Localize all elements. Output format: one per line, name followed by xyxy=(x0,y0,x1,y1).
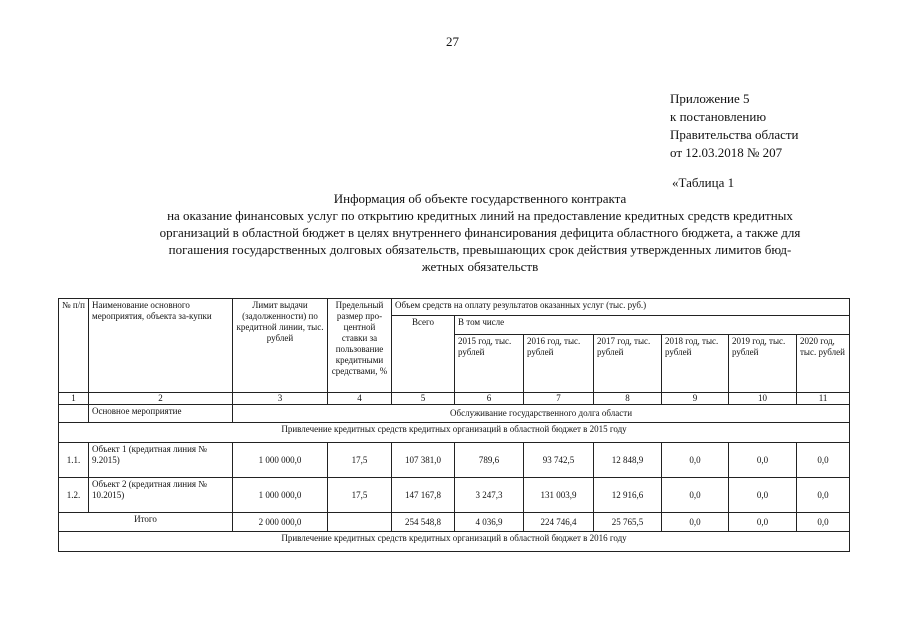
row-total: 147 167,8 xyxy=(392,478,455,513)
document-title xyxy=(60,190,900,275)
row-2018: 0,0 xyxy=(662,443,729,478)
subtotal-2017: 25 765,5 xyxy=(594,513,662,532)
table-label: «Таблица 1 xyxy=(672,175,735,190)
title-line: жетных обязательств xyxy=(421,259,539,274)
subtotal-total: 254 548,8 xyxy=(392,513,455,532)
subtotal-2019: 0,0 xyxy=(729,513,797,532)
page-number: 27 xyxy=(446,34,459,49)
appendix-line: Приложение 5 xyxy=(670,91,750,106)
contract-info-table xyxy=(58,298,850,552)
col-number: 10 xyxy=(729,393,797,405)
col-number: 9 xyxy=(662,393,729,405)
row-2015: 3 247,3 xyxy=(455,478,524,513)
row-2018: 0,0 xyxy=(662,478,729,513)
appendix-line: Правительства области xyxy=(670,127,799,142)
subtotal-2018: 0,0 xyxy=(662,513,729,532)
header-name: Наименование основного мероприятия, объекта за-купки xyxy=(89,299,233,393)
row-limit: 1 000 000,0 xyxy=(233,478,328,513)
section-title: Привлечение кредитных средств кредитных организаций в областной бюджет в 2015 году xyxy=(59,423,850,443)
appendix-line: от 12.03.2018 № 207 xyxy=(670,145,783,160)
col-number: 7 xyxy=(524,393,594,405)
header-total: Всего xyxy=(392,316,455,393)
header-2016: 2016 год, тыс. рублей xyxy=(524,335,594,393)
title-line: Информация об объекте государственного контракта xyxy=(333,191,627,206)
row-2019: 0,0 xyxy=(729,443,797,478)
row-2019: 0,0 xyxy=(729,478,797,513)
row-2020: 0,0 xyxy=(797,443,850,478)
section-title: Привлечение кредитных средств кредитных организаций в областной бюджет в 2016 году xyxy=(59,532,850,552)
col-number: 1 xyxy=(59,393,89,405)
row-2017: 12 848,9 xyxy=(594,443,662,478)
row-2015: 789,6 xyxy=(455,443,524,478)
subtotal-limit: 2 000 000,0 xyxy=(233,513,328,532)
section-row-2015 xyxy=(59,423,850,443)
title-line: организаций в областной бюджет в целях внутреннего финансирования дефицита областного бюджета, а также для xyxy=(159,225,801,240)
header-rate: Предельный размер про-центной ставки за пользование кредитными средствами, % xyxy=(328,299,392,393)
row-rate: 17,5 xyxy=(328,443,392,478)
header-including: В том числе xyxy=(455,316,850,335)
main-event-value: Обслуживание государственного долга области xyxy=(233,405,850,423)
main-event-label: Основное мероприятие xyxy=(89,405,233,423)
col-number: 2 xyxy=(89,393,233,405)
row-2016: 131 003,9 xyxy=(524,478,594,513)
header-2019: 2019 год, тыс. рублей xyxy=(729,335,797,393)
title-line: на оказание финансовых услуг по открытию кредитных линий на предоставление кредитных средств кредитных xyxy=(167,208,793,223)
row-name: Объект 2 (кредитная линия № 10.2015) xyxy=(89,478,233,513)
subtotal-2016: 224 746,4 xyxy=(524,513,594,532)
col-number: 4 xyxy=(328,393,392,405)
col-number: 5 xyxy=(392,393,455,405)
row-num: 1.2. xyxy=(59,478,89,513)
row-limit: 1 000 000,0 xyxy=(233,443,328,478)
row-2020: 0,0 xyxy=(797,478,850,513)
header-2017: 2017 год, тыс. рублей xyxy=(594,335,662,393)
row-2016: 93 742,5 xyxy=(524,443,594,478)
col-number: 8 xyxy=(594,393,662,405)
table-row xyxy=(59,443,850,478)
row-total: 107 381,0 xyxy=(392,443,455,478)
column-number-row xyxy=(59,393,850,405)
appendix-line: к постановлению xyxy=(670,109,767,124)
row-num: 1.1. xyxy=(59,443,89,478)
col-number: 11 xyxy=(797,393,850,405)
appendix-header xyxy=(670,90,799,162)
col-number: 6 xyxy=(455,393,524,405)
header-volume: Объем средств на оплату результатов оказанных услуг (тыс. руб.) xyxy=(392,299,850,316)
row-name: Объект 1 (кредитная линия № 9.2015) xyxy=(89,443,233,478)
header-2018: 2018 год, тыс. рублей xyxy=(662,335,729,393)
main-event-row xyxy=(59,405,850,423)
header-2015: 2015 год, тыс. рублей xyxy=(455,335,524,393)
subtotal-2020: 0,0 xyxy=(797,513,850,532)
section-row-2016 xyxy=(59,532,850,552)
subtotal-label: Итого xyxy=(59,513,233,532)
header-num: № п/п xyxy=(59,299,89,393)
header-limit: Лимит выдачи (задолженности) по кредитной линии, тыс. рублей xyxy=(233,299,328,393)
title-line: погашения государственных долговых обязательств, превышающих срок действия утвержденных лимитов бюд- xyxy=(168,242,792,257)
subtotal-row xyxy=(59,513,850,532)
table-row xyxy=(59,478,850,513)
row-rate: 17,5 xyxy=(328,478,392,513)
col-number: 3 xyxy=(233,393,328,405)
header-2020: 2020 год, тыс. рублей xyxy=(797,335,850,393)
row-2017: 12 916,6 xyxy=(594,478,662,513)
subtotal-2015: 4 036,9 xyxy=(455,513,524,532)
